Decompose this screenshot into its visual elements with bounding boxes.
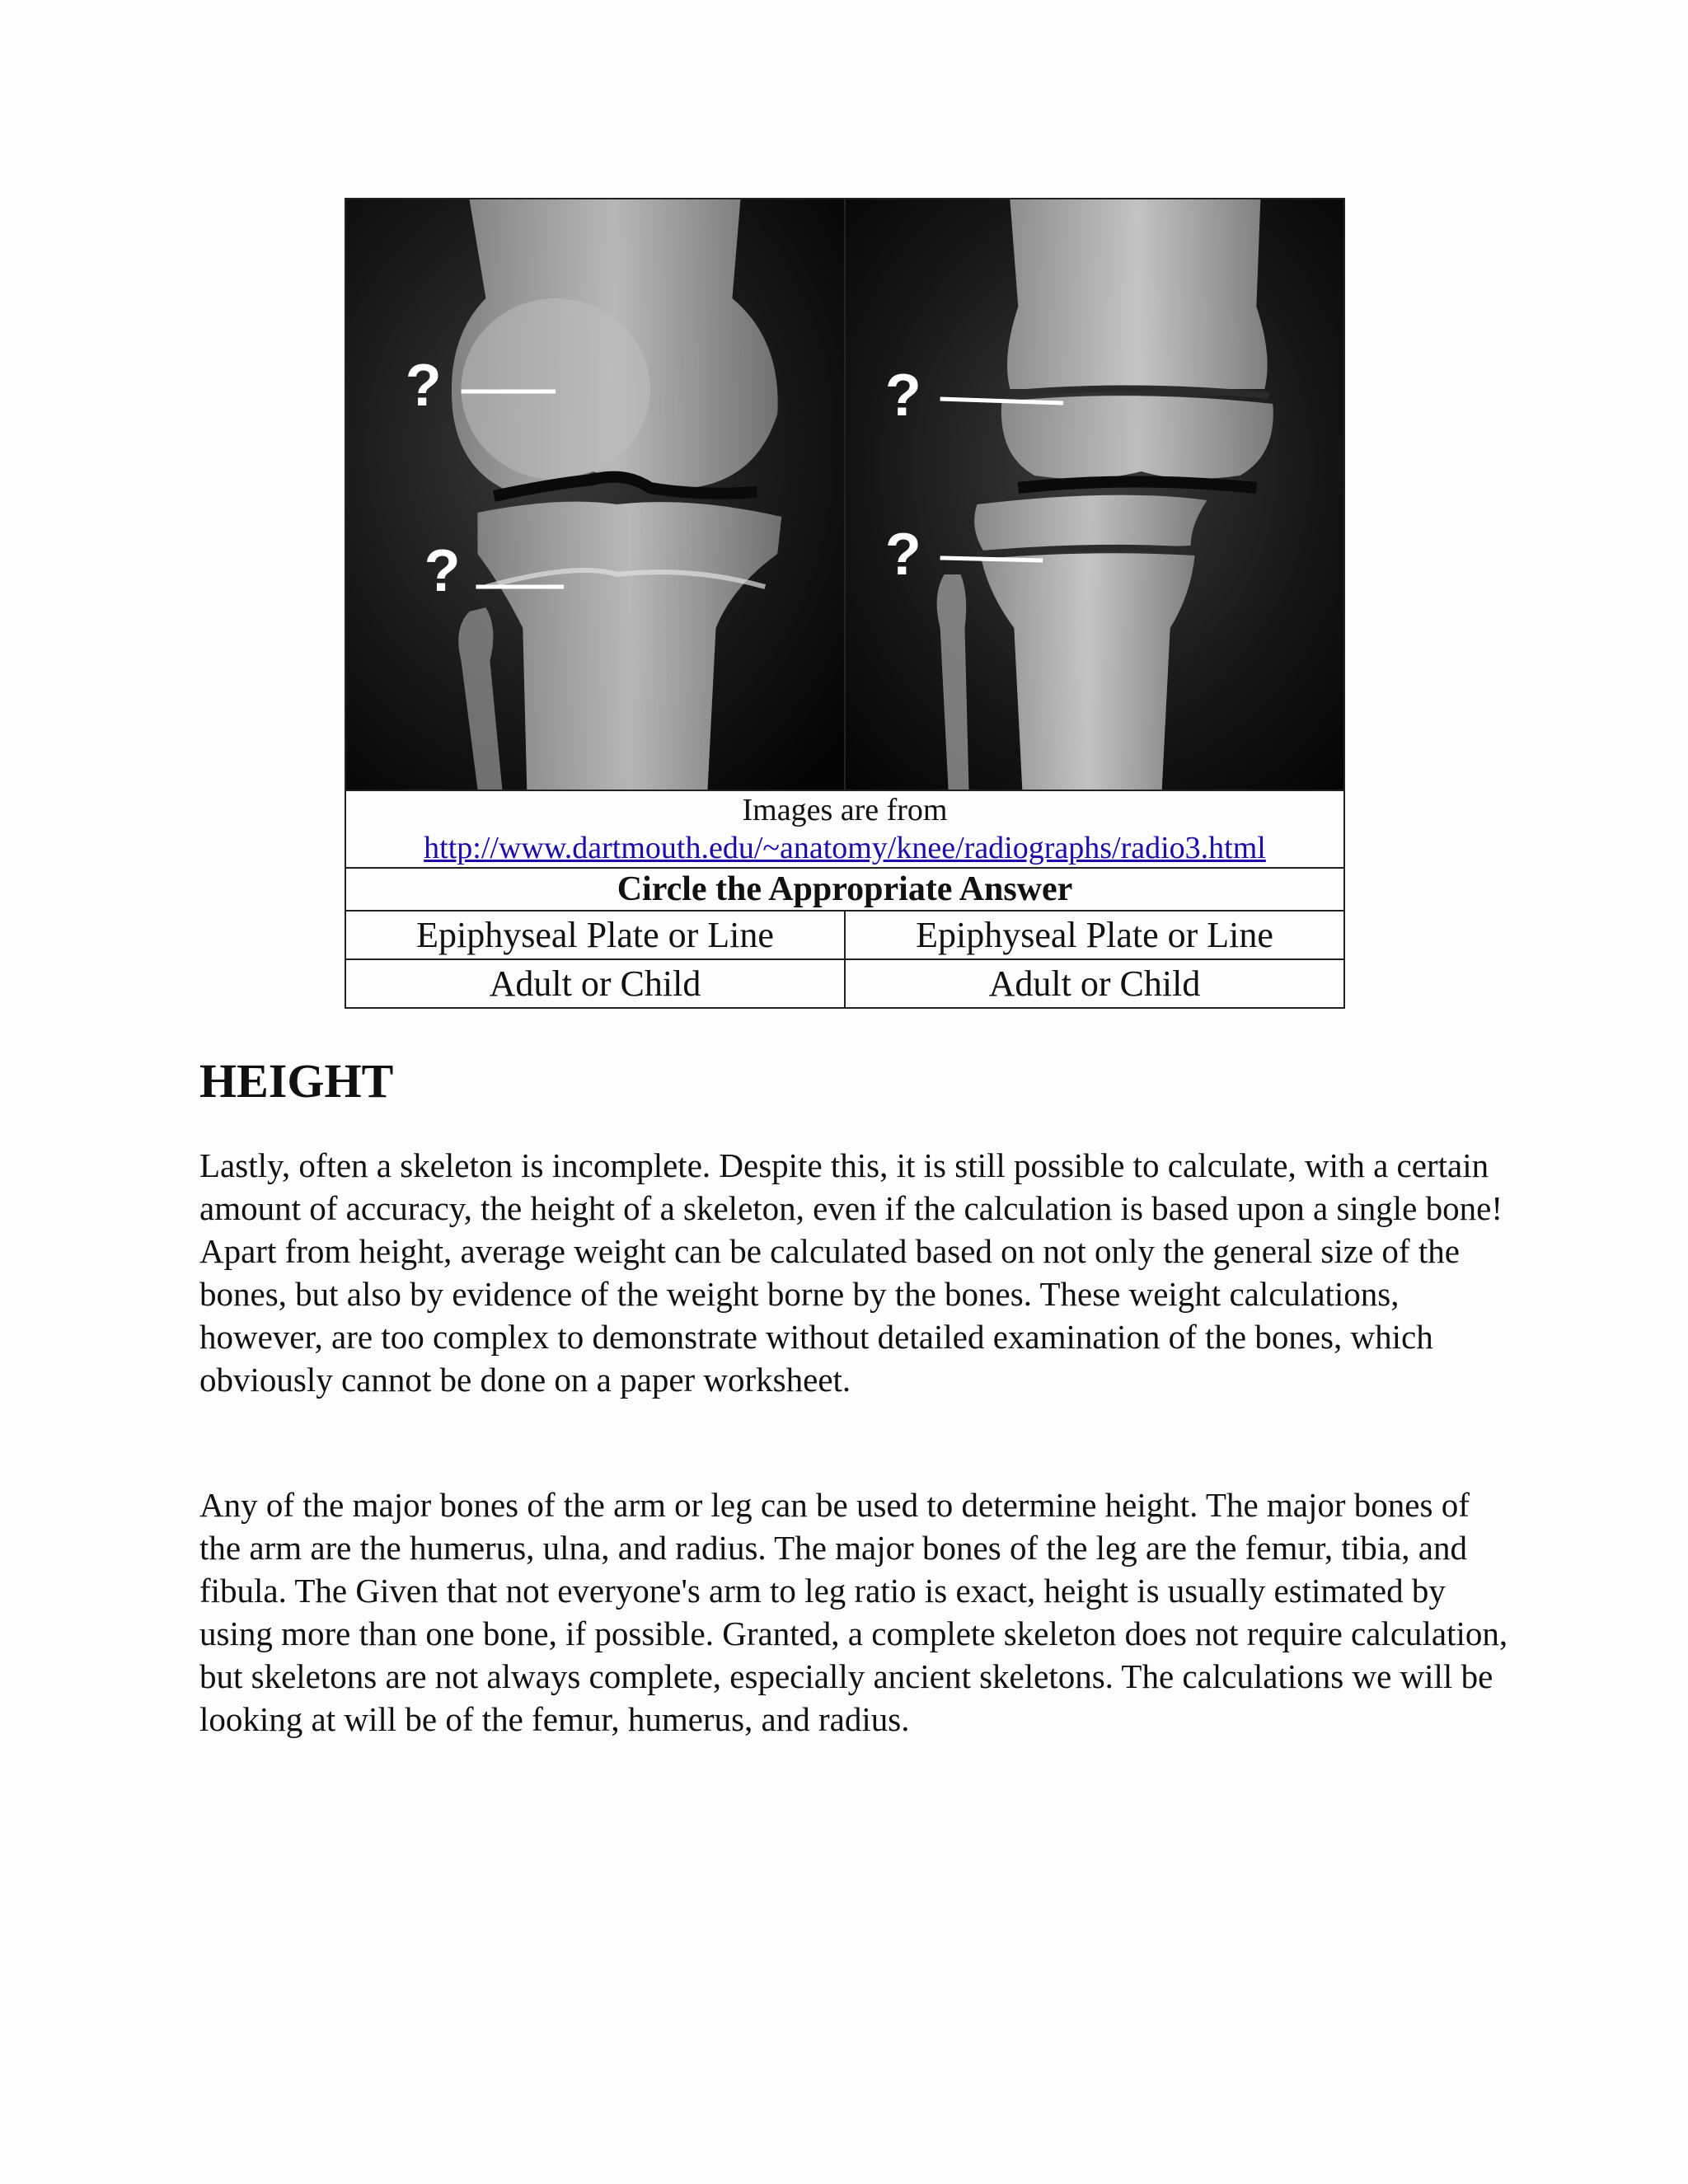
right-adult-or-child-answer: Adult or Child (845, 959, 1344, 1008)
adult-knee-xray-cell (345, 199, 845, 790)
body-paragraph-2: Any of the major bones of the arm or leg can be used to determine height. The major bones of the arm are the humerus, ulna, and radius. The major bones of the leg are the femur, tibia, and fibula. The Given that not everyone's arm to leg ratio is exact, height is usually estimated by using more than one bone, if possible. Granted, a complete skeleton does not require calculation, but skeletons are not always complete, especially ancient skeletons. The calculations we will be looking at will be of the femur, humerus, and radius. (199, 1486, 1508, 1738)
question-marker-upper-left: ? (405, 352, 442, 419)
section-heading-height: HEIGHT (199, 1054, 394, 1108)
question-marker-upper-right: ? (884, 362, 921, 429)
question-marker-lower-right: ? (884, 521, 921, 588)
left-plate-or-line-answer: Epiphyseal Plate or Line (345, 911, 845, 959)
image-source-link[interactable]: http://www.dartmouth.edu/~anatomy/knee/radiographs/radio3.html (424, 831, 1266, 865)
body-paragraph-1: Lastly, often a skeleton is incomplete. Despite this, it is still possible to calculate, with a certain amount of accuracy, the height of a skeleton, even if the calculation is based upon a single bone! Apart from height, average weight can be calculated based on not only the general size of the bones, but also by evidence of the weight borne by the bones. These weight calculations, however, are too complex to demonstrate without detailed examination of the bones, which obviously cannot be done on a paper worksheet. (199, 1146, 1503, 1399)
child-knee-xray-cell (845, 199, 1344, 790)
child-knee-xray-image (846, 199, 1343, 790)
image-source-text: Images are from (742, 793, 948, 827)
right-plate-or-line-answer: Epiphyseal Plate or Line (845, 911, 1344, 959)
image-source-cell (345, 790, 1344, 868)
xray-figure-table (345, 198, 1345, 1009)
question-marker-lower-left: ? (424, 537, 461, 605)
left-adult-or-child-answer: Adult or Child (345, 959, 845, 1008)
adult-knee-xray-image (346, 199, 844, 790)
answer-table-heading: Circle the Appropriate Answer (345, 868, 1344, 911)
